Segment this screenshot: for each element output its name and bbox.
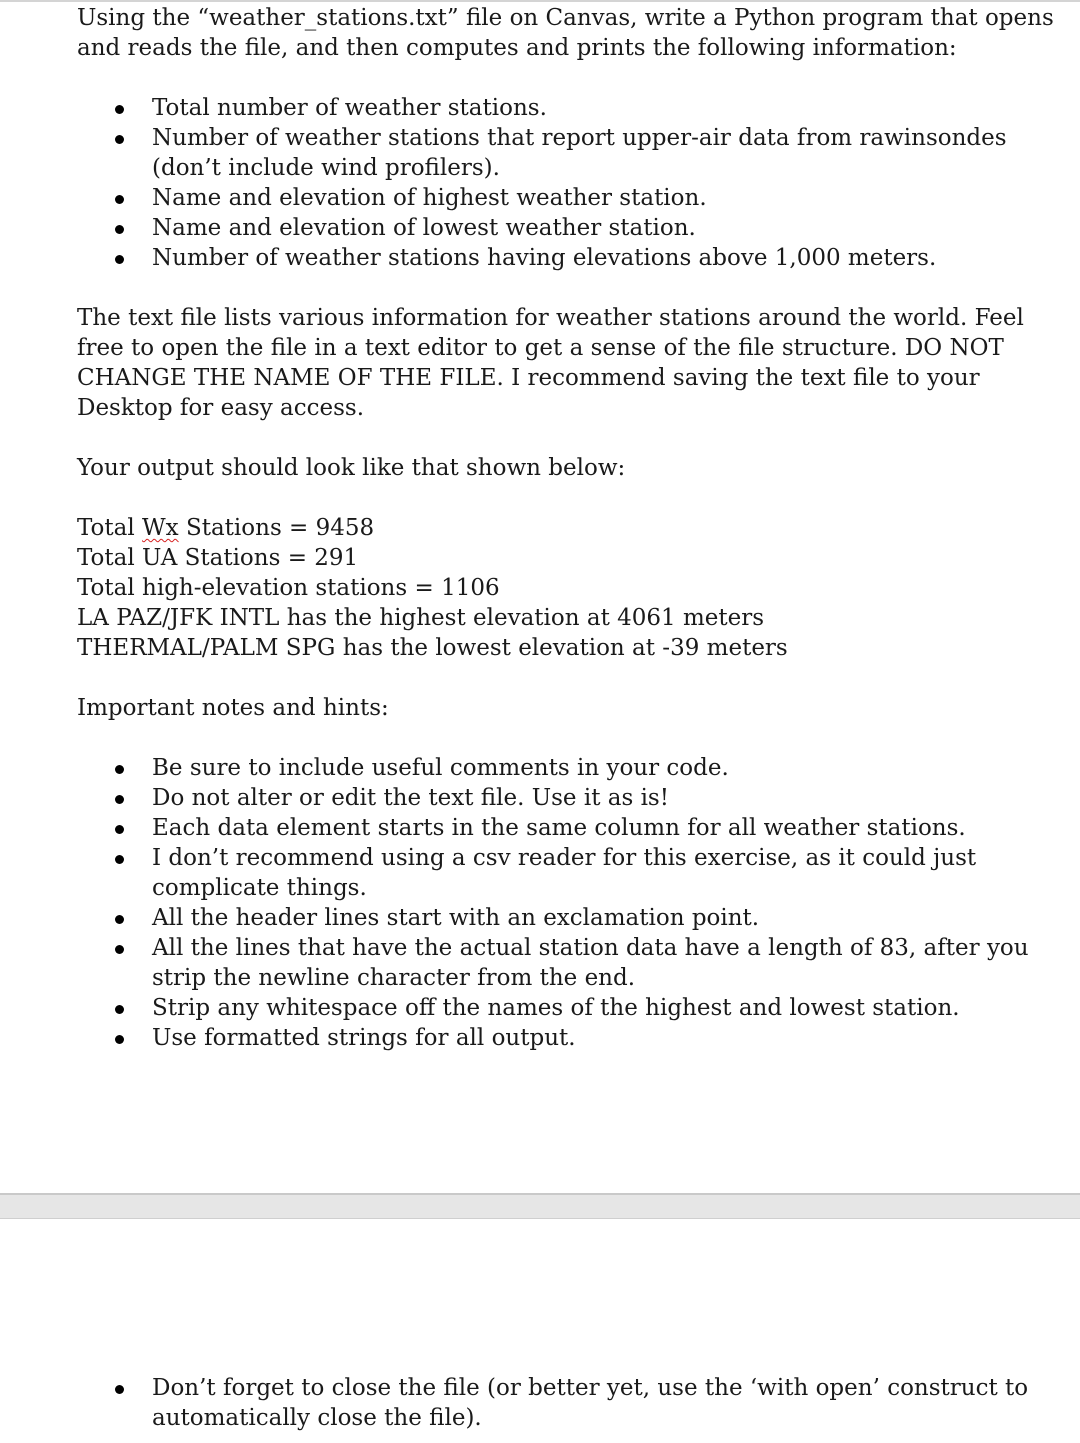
bullet-icon [115, 135, 124, 144]
notes-list-continued [77, 1373, 1067, 1433]
list-item: Name and elevation of highest weather station. [77, 183, 1047, 213]
list-item: I don’t recommend using a csv reader for this exercise, as it could just complicate things. [77, 843, 1047, 903]
list-item: Use formatted strings for all output. [77, 1023, 1047, 1053]
list-item: Name and elevation of lowest weather station. [77, 213, 1047, 243]
output-line-lowest: THERMAL/PALM SPG has the lowest elevation at -39 meters [77, 635, 788, 661]
bullet-icon [115, 855, 124, 864]
requirements-list [77, 93, 1067, 273]
list-item: Number of weather stations having elevations above 1,000 meters. [77, 243, 1047, 273]
output-intro: Your output should look like that shown below: [77, 455, 626, 481]
description-paragraph: The text file lists various information for weather stations around the world. Feel free to open the file in a text editor to get a sense of the file structure. DO NOT CHANGE THE NAME OF THE FILE. I recommend saving the text file to your Desktop for easy access. [77, 305, 1024, 421]
output-line-highest: LA PAZ/JFK INTL has the highest elevation at 4061 meters [77, 605, 765, 631]
bullet-icon [115, 255, 124, 264]
output-line-ua-stations: Total UA Stations = 291 [77, 545, 359, 571]
document-page-2 [77, 1373, 1067, 1433]
notes-list [77, 753, 1067, 1053]
list-item: Strip any whitespace off the names of the highest and lowest station. [77, 993, 1047, 1023]
list-item: All the header lines start with an exclamation point. [77, 903, 1047, 933]
bullet-icon [115, 915, 124, 924]
bullet-icon [115, 945, 124, 954]
list-item: All the lines that have the actual station data have a length of 83, after you strip the newline character from the end. [77, 933, 1047, 993]
bullet-icon [115, 1385, 124, 1394]
list-item: Don’t forget to close the file (or better yet, use the ‘with open’ construct to automatically close the file). [77, 1373, 1047, 1433]
bullet-icon [115, 195, 124, 204]
page-top-border [0, 0, 1080, 2]
page-break-separator [0, 1193, 1080, 1219]
notes-heading: Important notes and hints: [77, 695, 389, 721]
bullet-icon [115, 225, 124, 234]
bullet-icon [115, 795, 124, 804]
sample-output [77, 513, 1067, 663]
output-line-high-elevation: Total high-elevation stations = 1106 [77, 575, 500, 601]
spellcheck-flagged-word[interactable]: Wx [142, 515, 179, 541]
list-item: Do not alter or edit the text file. Use it as is! [77, 783, 1047, 813]
bullet-icon [115, 1035, 124, 1044]
bullet-icon [115, 825, 124, 834]
list-item: Total number of weather stations. [77, 93, 1047, 123]
bullet-icon [115, 1005, 124, 1014]
list-item: Be sure to include useful comments in your code. [77, 753, 1047, 783]
document-page-1 [77, 3, 1067, 1053]
list-item: Each data element starts in the same column for all weather stations. [77, 813, 1047, 843]
output-line-total-stations: Total Wx Stations = 9458 [77, 515, 375, 541]
list-item: Number of weather stations that report upper-air data from rawinsondes (don’t include wind profilers). [77, 123, 1047, 183]
bullet-icon [115, 765, 124, 774]
intro-paragraph: Using the “weather_stations.txt” file on Canvas, write a Python program that opens and reads the file, and then computes and prints the following information: [77, 5, 1054, 61]
bullet-icon [115, 105, 124, 114]
